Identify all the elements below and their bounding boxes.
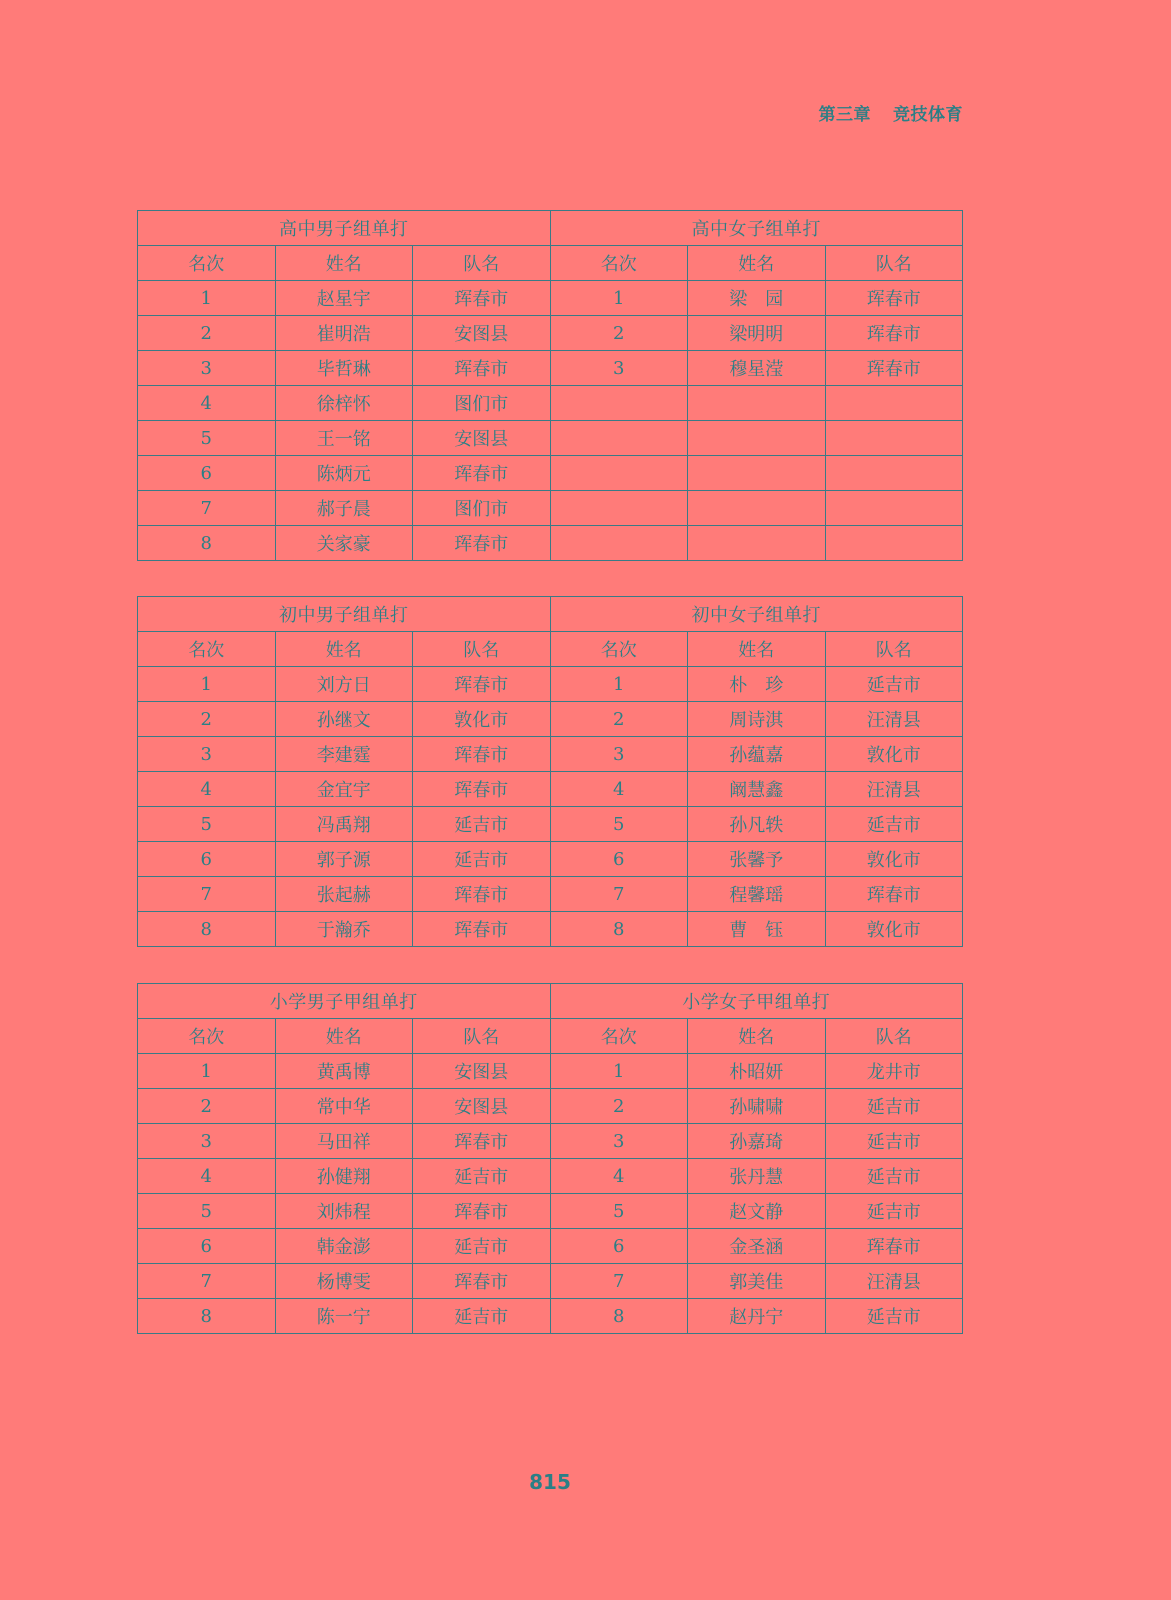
name-cell: 刘炜程	[275, 1194, 413, 1229]
rank-cell: 7	[550, 877, 688, 912]
name-cell: 冯禹翔	[275, 807, 413, 842]
rank-cell: 1	[138, 1054, 276, 1089]
rank-cell	[550, 526, 688, 561]
name-cell: 曹 钰	[688, 912, 826, 947]
team-cell: 安图县	[413, 421, 551, 456]
rank-cell: 3	[550, 737, 688, 772]
team-cell	[825, 386, 963, 421]
women-group-title: 高中女子组单打	[550, 211, 963, 246]
name-header: 姓名	[688, 1019, 826, 1054]
chapter-label: 第三章	[818, 105, 871, 125]
name-cell: 杨博雯	[275, 1264, 413, 1299]
name-cell: 于瀚乔	[275, 912, 413, 947]
rank-header: 名次	[550, 1019, 688, 1054]
name-cell: 韩金澎	[275, 1229, 413, 1264]
table-row	[138, 456, 963, 491]
name-cell: 赵星宇	[275, 281, 413, 316]
table-row	[138, 1229, 963, 1264]
rank-cell	[550, 456, 688, 491]
team-header: 队名	[825, 1019, 963, 1054]
rank-cell: 2	[138, 702, 276, 737]
name-cell	[688, 456, 826, 491]
name-cell: 崔明浩	[275, 316, 413, 351]
rank-cell: 2	[550, 1089, 688, 1124]
name-cell	[688, 421, 826, 456]
team-cell: 安图县	[413, 1054, 551, 1089]
team-cell: 安图县	[413, 1089, 551, 1124]
men-group-title: 小学男子甲组单打	[138, 984, 551, 1019]
name-cell: 赵丹宁	[688, 1299, 826, 1334]
name-cell: 王一铭	[275, 421, 413, 456]
rank-cell	[550, 491, 688, 526]
name-cell	[688, 526, 826, 561]
team-cell: 龙井市	[825, 1054, 963, 1089]
name-cell: 梁 园	[688, 281, 826, 316]
team-cell: 珲春市	[413, 772, 551, 807]
rank-cell: 4	[138, 1159, 276, 1194]
rank-cell: 8	[138, 912, 276, 947]
table-row	[138, 281, 963, 316]
rank-cell: 2	[550, 316, 688, 351]
name-cell: 郭子源	[275, 842, 413, 877]
table-row	[138, 1264, 963, 1299]
name-cell: 阚慧鑫	[688, 772, 826, 807]
team-header: 队名	[413, 632, 551, 667]
name-cell: 关家豪	[275, 526, 413, 561]
results-table	[137, 596, 963, 947]
rank-cell: 8	[550, 912, 688, 947]
rank-cell: 7	[138, 1264, 276, 1299]
team-cell: 珲春市	[825, 1229, 963, 1264]
team-cell: 珲春市	[413, 877, 551, 912]
team-header: 队名	[413, 1019, 551, 1054]
team-cell: 图们市	[413, 491, 551, 526]
table-row	[138, 386, 963, 421]
table-row	[138, 1089, 963, 1124]
name-cell: 李建霆	[275, 737, 413, 772]
name-cell: 郭美佳	[688, 1264, 826, 1299]
rank-cell: 6	[138, 842, 276, 877]
table-row	[138, 772, 963, 807]
table-row	[138, 351, 963, 386]
team-cell: 敦化市	[825, 842, 963, 877]
name-cell: 陈炳元	[275, 456, 413, 491]
name-header: 姓名	[275, 1019, 413, 1054]
team-cell: 延吉市	[825, 1194, 963, 1229]
name-cell: 马田祥	[275, 1124, 413, 1159]
team-cell: 珲春市	[825, 316, 963, 351]
name-cell: 孙健翔	[275, 1159, 413, 1194]
team-cell: 安图县	[413, 316, 551, 351]
name-cell: 周诗淇	[688, 702, 826, 737]
name-cell: 孙凡轶	[688, 807, 826, 842]
rank-cell: 5	[550, 807, 688, 842]
team-cell: 珲春市	[413, 667, 551, 702]
team-cell: 珲春市	[825, 351, 963, 386]
results-table	[137, 983, 963, 1334]
rank-cell	[550, 386, 688, 421]
rank-cell: 4	[550, 1159, 688, 1194]
rank-header: 名次	[550, 246, 688, 281]
team-cell: 延吉市	[413, 1229, 551, 1264]
name-cell: 孙啸啸	[688, 1089, 826, 1124]
rank-cell: 5	[138, 807, 276, 842]
table-row	[138, 877, 963, 912]
rank-cell: 6	[138, 1229, 276, 1264]
name-cell: 毕哲琳	[275, 351, 413, 386]
rank-header: 名次	[138, 1019, 276, 1054]
team-cell	[825, 526, 963, 561]
table-row	[138, 1194, 963, 1229]
rank-cell: 6	[550, 1229, 688, 1264]
team-cell: 延吉市	[825, 1089, 963, 1124]
team-cell: 珲春市	[413, 1124, 551, 1159]
name-header: 姓名	[275, 246, 413, 281]
table-column-header-row	[138, 1019, 963, 1054]
rank-cell: 7	[138, 877, 276, 912]
rank-cell	[550, 421, 688, 456]
men-group-title: 高中男子组单打	[138, 211, 551, 246]
rank-cell: 5	[138, 421, 276, 456]
name-cell: 张丹慧	[688, 1159, 826, 1194]
name-cell: 孙嘉琦	[688, 1124, 826, 1159]
name-cell: 孙蕴嘉	[688, 737, 826, 772]
name-cell: 郝子晨	[275, 491, 413, 526]
table-row	[138, 737, 963, 772]
team-cell: 珲春市	[413, 351, 551, 386]
rank-cell: 4	[138, 772, 276, 807]
men-group-title: 初中男子组单打	[138, 597, 551, 632]
rank-cell: 1	[138, 281, 276, 316]
rank-cell: 1	[550, 281, 688, 316]
name-header: 姓名	[688, 632, 826, 667]
team-cell: 珲春市	[825, 281, 963, 316]
name-cell: 朴 珍	[688, 667, 826, 702]
table-column-header-row	[138, 632, 963, 667]
team-cell	[825, 456, 963, 491]
team-cell: 延吉市	[825, 1124, 963, 1159]
section-label: 竞技体育	[893, 105, 963, 125]
rank-cell: 8	[138, 1299, 276, 1334]
team-cell	[825, 491, 963, 526]
rank-cell: 2	[550, 702, 688, 737]
name-cell: 金圣涵	[688, 1229, 826, 1264]
table-group-header-row	[138, 984, 963, 1019]
team-cell: 延吉市	[413, 842, 551, 877]
rank-cell: 8	[138, 526, 276, 561]
results-table	[137, 210, 963, 561]
team-cell: 延吉市	[413, 807, 551, 842]
name-cell: 陈一宁	[275, 1299, 413, 1334]
table-row	[138, 1054, 963, 1089]
name-cell: 金宜宇	[275, 772, 413, 807]
table-row	[138, 421, 963, 456]
team-cell: 延吉市	[825, 1159, 963, 1194]
rank-cell: 7	[138, 491, 276, 526]
rank-cell: 7	[550, 1264, 688, 1299]
table-row	[138, 702, 963, 737]
team-cell: 珲春市	[413, 912, 551, 947]
rank-cell: 1	[550, 667, 688, 702]
rank-cell: 3	[138, 737, 276, 772]
team-cell: 汪清县	[825, 702, 963, 737]
team-cell: 珲春市	[413, 1194, 551, 1229]
name-cell: 常中华	[275, 1089, 413, 1124]
team-cell: 珲春市	[825, 877, 963, 912]
table-row	[138, 1159, 963, 1194]
team-cell: 延吉市	[413, 1159, 551, 1194]
name-cell: 徐梓怀	[275, 386, 413, 421]
rank-cell: 5	[550, 1194, 688, 1229]
rank-cell: 5	[138, 1194, 276, 1229]
name-cell: 黄禹博	[275, 1054, 413, 1089]
rank-cell: 1	[138, 667, 276, 702]
rank-cell: 3	[138, 351, 276, 386]
team-cell: 延吉市	[825, 1299, 963, 1334]
rank-header: 名次	[550, 632, 688, 667]
name-cell	[688, 386, 826, 421]
rank-cell: 3	[550, 1124, 688, 1159]
rank-cell: 2	[138, 1089, 276, 1124]
team-cell: 珲春市	[413, 526, 551, 561]
rank-cell: 4	[138, 386, 276, 421]
page-number: 815	[529, 1470, 571, 1494]
rank-header: 名次	[138, 632, 276, 667]
table-row	[138, 912, 963, 947]
rank-header: 名次	[138, 246, 276, 281]
rank-cell: 6	[138, 456, 276, 491]
team-cell: 敦化市	[825, 737, 963, 772]
rank-cell: 2	[138, 316, 276, 351]
table-row	[138, 316, 963, 351]
team-header: 队名	[825, 246, 963, 281]
rank-cell: 6	[550, 842, 688, 877]
team-cell: 延吉市	[413, 1299, 551, 1334]
team-header: 队名	[413, 246, 551, 281]
rank-cell: 8	[550, 1299, 688, 1334]
rank-cell: 4	[550, 772, 688, 807]
name-cell: 张馨予	[688, 842, 826, 877]
name-header: 姓名	[275, 632, 413, 667]
team-cell: 珲春市	[413, 281, 551, 316]
table-row	[138, 1124, 963, 1159]
team-cell: 敦化市	[825, 912, 963, 947]
table-row	[138, 667, 963, 702]
team-cell: 延吉市	[825, 807, 963, 842]
running-header	[819, 100, 964, 125]
rank-cell: 3	[138, 1124, 276, 1159]
women-group-title: 初中女子组单打	[550, 597, 963, 632]
name-cell: 穆星滢	[688, 351, 826, 386]
table-row	[138, 842, 963, 877]
table-column-header-row	[138, 246, 963, 281]
rank-cell: 1	[550, 1054, 688, 1089]
table-row	[138, 1299, 963, 1334]
name-cell	[688, 491, 826, 526]
name-cell: 孙继文	[275, 702, 413, 737]
team-cell: 珲春市	[413, 1264, 551, 1299]
name-cell: 张起赫	[275, 877, 413, 912]
team-cell	[825, 421, 963, 456]
name-cell: 赵文静	[688, 1194, 826, 1229]
team-cell: 图们市	[413, 386, 551, 421]
table-row	[138, 491, 963, 526]
name-cell: 朴昭妍	[688, 1054, 826, 1089]
team-cell: 延吉市	[825, 667, 963, 702]
name-cell: 程馨瑶	[688, 877, 826, 912]
table-group-header-row	[138, 597, 963, 632]
table-row	[138, 807, 963, 842]
team-cell: 珲春市	[413, 456, 551, 491]
team-cell: 汪清县	[825, 772, 963, 807]
rank-cell: 3	[550, 351, 688, 386]
table-row	[138, 526, 963, 561]
name-cell: 刘方日	[275, 667, 413, 702]
women-group-title: 小学女子甲组单打	[550, 984, 963, 1019]
team-cell: 珲春市	[413, 737, 551, 772]
name-cell: 梁明明	[688, 316, 826, 351]
table-group-header-row	[138, 211, 963, 246]
team-cell: 敦化市	[413, 702, 551, 737]
team-header: 队名	[825, 632, 963, 667]
team-cell: 汪清县	[825, 1264, 963, 1299]
name-header: 姓名	[688, 246, 826, 281]
